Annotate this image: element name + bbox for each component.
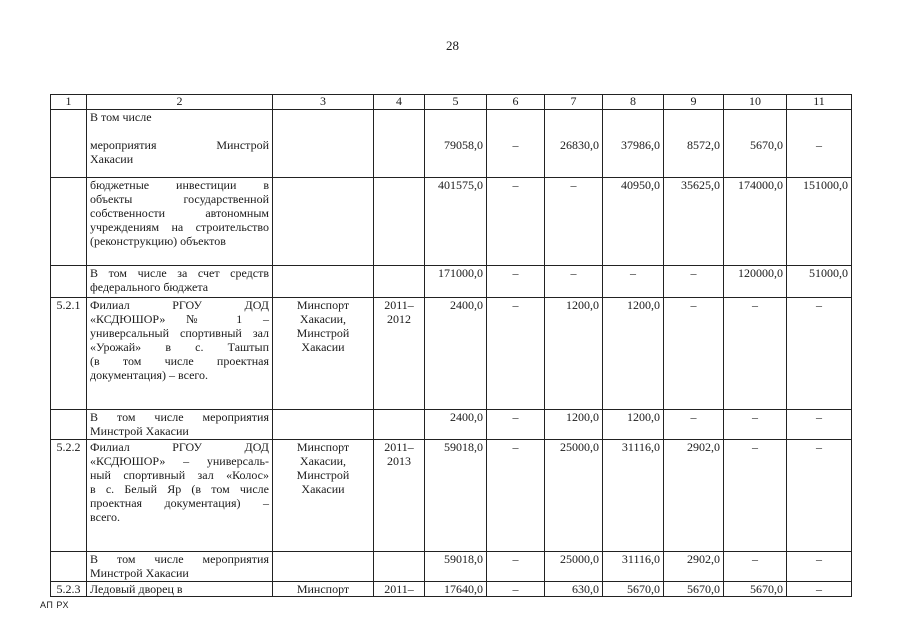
value-cell: [545, 440, 603, 552]
value-text: –: [512, 138, 519, 152]
description-cell: [87, 178, 273, 266]
period-cell: 2011–: [374, 582, 425, 597]
value-cell: [425, 440, 487, 552]
value-text: –: [570, 178, 577, 192]
value-text: –: [752, 440, 758, 454]
value-text: 79058,0: [444, 138, 483, 152]
value-cell: [425, 582, 487, 597]
value-cell: [603, 266, 664, 298]
value-text: –: [816, 298, 822, 312]
value-cell: [787, 178, 852, 266]
value-text: –: [816, 138, 822, 152]
description-line: Минстрой Хакасии: [90, 424, 189, 438]
value-cell: [724, 110, 787, 178]
value-cell: [603, 582, 664, 597]
value-cell: [664, 110, 724, 178]
value-text: –: [816, 552, 822, 566]
column-header: 1: [51, 95, 87, 110]
value-text: 17640,0: [444, 582, 483, 596]
description-line: Минстрой Хакасии: [90, 566, 189, 580]
description-line: В том числе мероприятия: [90, 552, 269, 566]
description-line: в с. Белый Яр (в том числе: [90, 482, 269, 496]
table-row: [51, 110, 852, 178]
value-cell: [545, 298, 603, 410]
responsible-org-cell: Минспорт Хакасии, Минстрой Хакасии: [273, 440, 374, 552]
column-header: 9: [664, 95, 724, 110]
value-text: –: [816, 410, 822, 424]
value-cell: [724, 582, 787, 597]
column-header: 4: [374, 95, 425, 110]
description-line: «КСДЮШОР» – универсаль-: [90, 454, 269, 468]
value-cell: [724, 298, 787, 410]
item-number-cell: [51, 178, 87, 266]
table-row: [51, 552, 852, 582]
value-text: –: [690, 410, 697, 424]
table-row: [51, 410, 852, 440]
value-text: –: [512, 298, 519, 312]
value-cell: [487, 266, 545, 298]
description-line: (реконструкцию) объектов: [90, 234, 226, 248]
item-number-cell: [51, 410, 87, 440]
description-line: (в том числе проектная: [90, 354, 269, 368]
value-cell: [487, 110, 545, 178]
value-text: 31116,0: [621, 440, 660, 454]
table-row: [51, 440, 852, 552]
value-cell: [787, 110, 852, 178]
value-cell: [664, 266, 724, 298]
value-text: 1200,0: [627, 410, 660, 424]
value-text: –: [630, 266, 636, 280]
value-cell: [664, 582, 724, 597]
responsible-org-cell: [273, 110, 374, 178]
column-header: 6: [487, 95, 545, 110]
period-cell: 2011– 2012: [374, 298, 425, 410]
value-text: 35625,0: [681, 178, 720, 192]
footer-mark: АП РХ: [40, 600, 69, 610]
value-cell: [603, 298, 664, 410]
value-cell: [664, 410, 724, 440]
value-cell: [425, 110, 487, 178]
value-cell: [603, 440, 664, 552]
item-number-cell: [51, 266, 87, 298]
value-text: 37986,0: [621, 138, 660, 152]
value-cell: [545, 582, 603, 597]
value-cell: [545, 178, 603, 266]
value-cell: [487, 582, 545, 597]
period-cell: [374, 178, 425, 266]
description-line: В том числе мероприятия: [90, 410, 269, 424]
table-row: [51, 266, 852, 298]
period-cell: 2011– 2013: [374, 440, 425, 552]
value-cell: [603, 178, 664, 266]
description-line: [90, 124, 269, 138]
value-cell: [787, 440, 852, 552]
value-text: 25000,0: [560, 440, 599, 454]
value-text: 5670,0: [750, 582, 783, 596]
value-cell: [487, 440, 545, 552]
value-text: 171000,0: [438, 266, 483, 280]
value-text: 2902,0: [687, 440, 720, 454]
responsible-org-cell: [273, 266, 374, 298]
value-text: –: [690, 266, 697, 280]
responsible-org-cell: [273, 178, 374, 266]
description-cell: [87, 110, 273, 178]
description-line: проектная документация) –: [90, 496, 269, 510]
value-text: 174000,0: [738, 178, 783, 192]
value-cell: [664, 298, 724, 410]
value-cell: [425, 178, 487, 266]
value-cell: [603, 110, 664, 178]
value-text: –: [512, 440, 519, 454]
description-line: «КСДЮШОР» № 1 –: [90, 312, 269, 326]
value-text: 2400,0: [450, 298, 483, 312]
column-header: 11: [787, 95, 852, 110]
value-cell: [724, 440, 787, 552]
value-text: –: [816, 440, 822, 454]
value-text: –: [512, 410, 519, 424]
value-cell: [545, 410, 603, 440]
value-text: 8572,0: [687, 138, 720, 152]
period-cell: [374, 110, 425, 178]
budget-table: [50, 94, 852, 597]
description-line: федерального бюджета: [90, 280, 209, 294]
value-text: 5670,0: [750, 138, 783, 152]
value-text: 2400,0: [450, 410, 483, 424]
description-cell: [87, 552, 273, 582]
description-line: Филиал РГОУ ДОД: [90, 440, 269, 454]
responsible-org-cell: [273, 552, 374, 582]
value-text: 120000,0: [738, 266, 783, 280]
value-text: 5670,0: [627, 582, 660, 596]
item-number-cell: 5.2.1: [51, 298, 87, 410]
value-text: –: [816, 582, 822, 596]
responsible-org-cell: Минспорт Хакасии, Минстрой Хакасии: [273, 298, 374, 410]
description-line: ный спортивный зал «Колос»: [90, 468, 269, 482]
value-text: 630,0: [572, 582, 599, 596]
value-cell: [425, 410, 487, 440]
value-cell: [787, 552, 852, 582]
value-text: 25000,0: [560, 552, 599, 566]
table-row: [51, 582, 852, 597]
value-text: –: [512, 582, 519, 596]
value-text: 59018,0: [444, 552, 483, 566]
description-line: собственности автономным: [90, 206, 269, 220]
value-text: 26830,0: [560, 138, 599, 152]
description-line: универсальный спортивный зал: [90, 326, 269, 340]
value-cell: [724, 266, 787, 298]
value-text: 1200,0: [627, 298, 660, 312]
value-text: –: [570, 266, 577, 280]
column-header: 2: [87, 95, 273, 110]
item-number-cell: 5.2.3: [51, 582, 87, 597]
value-text: –: [512, 266, 519, 280]
item-number-cell: 5.2.2: [51, 440, 87, 552]
column-header: 5: [425, 95, 487, 110]
value-text: 1200,0: [566, 298, 599, 312]
responsible-org-cell: Минспорт: [273, 582, 374, 597]
value-text: 2902,0: [687, 552, 720, 566]
period-cell: [374, 552, 425, 582]
page-number: 28: [446, 38, 459, 53]
value-text: 1200,0: [566, 410, 599, 424]
description-line: Хакасии: [90, 152, 134, 166]
value-cell: [724, 178, 787, 266]
column-header: 10: [724, 95, 787, 110]
value-cell: [545, 552, 603, 582]
description-line: Филиал РГОУ ДОД: [90, 298, 269, 312]
value-cell: [664, 440, 724, 552]
description-cell: [87, 440, 273, 552]
value-cell: [787, 266, 852, 298]
item-number-cell: [51, 552, 87, 582]
responsible-org-cell: [273, 410, 374, 440]
column-header: 7: [545, 95, 603, 110]
value-cell: [724, 410, 787, 440]
column-header: 3: [273, 95, 374, 110]
value-text: –: [512, 552, 519, 566]
value-cell: [724, 552, 787, 582]
value-text: 59018,0: [444, 440, 483, 454]
description-cell: [87, 410, 273, 440]
value-text: –: [512, 178, 519, 192]
value-cell: [603, 410, 664, 440]
description-line: Ледовый дворец в: [90, 582, 183, 596]
value-cell: [487, 178, 545, 266]
description-line: бюджетные инвестиции в: [90, 178, 269, 192]
value-text: 401575,0: [438, 178, 483, 192]
description-cell: [87, 266, 273, 298]
item-number-cell: [51, 110, 87, 178]
value-cell: [787, 410, 852, 440]
description-line: мероприятия Минстрой: [90, 138, 269, 152]
column-header: 8: [603, 95, 664, 110]
value-cell: [425, 266, 487, 298]
value-cell: [487, 410, 545, 440]
description-line: всего.: [90, 510, 121, 524]
value-text: 51000,0: [809, 266, 848, 280]
period-cell: [374, 410, 425, 440]
value-cell: [545, 266, 603, 298]
table-row: [51, 178, 852, 266]
description-line: В том числе за счет средств: [90, 266, 269, 280]
value-text: –: [752, 298, 758, 312]
description-cell: [87, 298, 273, 410]
value-cell: [787, 582, 852, 597]
value-cell: [545, 110, 603, 178]
description-cell: [87, 582, 273, 597]
value-cell: [425, 298, 487, 410]
description-line: «Урожай» в с. Таштып: [90, 340, 269, 354]
value-text: 40950,0: [621, 178, 660, 192]
value-cell: [664, 552, 724, 582]
period-cell: [374, 266, 425, 298]
value-cell: [603, 552, 664, 582]
value-cell: [787, 298, 852, 410]
value-text: 5670,0: [687, 582, 720, 596]
description-line: учреждениям на строительство: [90, 220, 269, 234]
value-text: –: [752, 410, 758, 424]
value-text: 151000,0: [803, 178, 848, 192]
table-header-row: [51, 95, 852, 110]
value-text: 31116,0: [621, 552, 660, 566]
table-row: [51, 298, 852, 410]
value-cell: [487, 298, 545, 410]
description-line: В том числе: [90, 110, 152, 124]
value-cell: [664, 178, 724, 266]
description-line: объекты государственной: [90, 192, 269, 206]
value-text: –: [752, 552, 758, 566]
value-text: –: [690, 298, 697, 312]
description-line: документация) – всего.: [90, 368, 209, 382]
value-cell: [425, 552, 487, 582]
value-cell: [487, 552, 545, 582]
